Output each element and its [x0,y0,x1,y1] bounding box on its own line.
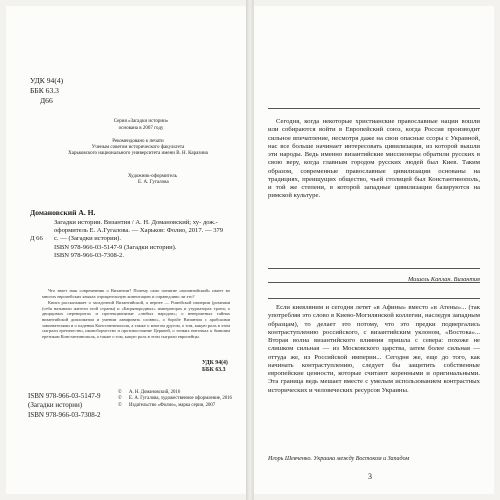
annotation-paragraph: Что знает наш современник о Византии? Почему само понятие «византийский» имеет во многих европейских языках отрицательную коннотацию и справедливо ли это? [42,288,230,299]
bib-description: Загадки истории. Византия / А. Н. Домановский; ху- дож.-оформитель Е. А.Гугалова. — Харьков: Фолио, 2017. — 379 с. — (Загадки истории). [54,219,224,243]
copyright-sign: © [118,390,122,395]
udk-block-bottom [202,360,228,374]
recommendation-note [48,139,228,158]
udk-code: УДК 94(4) [30,76,64,85]
left-page [6,6,246,494]
artist-role: Художник-оформитель [128,174,177,179]
divider-rule [268,298,480,299]
bbk-code: ББК 63.3 [30,86,59,95]
artist-name: Е. А. Гугалова [138,180,169,186]
author-mark: Д66 [40,96,53,105]
book-spine [246,0,254,500]
recommend-line: Харьковского национального университета имени В. Н. Каразина [68,151,208,157]
series-note [86,119,196,132]
udk-block-top [30,76,63,106]
series-line: основана в 2007 году [118,125,164,131]
copyright-text: Е. А. Гугалова, художественное оформление, 2016 [129,396,232,402]
right-page [254,6,494,494]
page-number: 3 [368,472,372,481]
bibliographic-record [30,219,229,260]
recommend-line: Рекомендовано к печати [112,139,164,144]
isbn-line: (Загадки истории) [28,401,83,410]
bib-isbn: ISBN 978-966-03-5147-9 (Загадки истории). [54,243,177,251]
divider-rule [268,108,480,109]
epigraph-text: Сегодня, когда некоторые христианские православные нации вошли или собираются войти в Европейский союз, когда Россия производит сильное впечатление, несмотря даже на свои опасные ссоры с Украиной, нас все больше начинает интересовать цивилизация, из которой вышли эти народы. Ведь именно византийские миссионеры обратили русских в свою веру, когда главным городом русских людей был Киев. Таким образом, современные православные цивилизации основаны на традициях, преищущих общество, чьей столицей был Константинополь, и той же степени, в которой западные цивилизации базируются на римской культуре. [268,118,480,200]
annotation [42,288,230,340]
bib-isbn: ISBN 978-966-03-7308-2. [54,251,124,259]
artist-credit [128,174,208,186]
copyright-block [118,390,242,409]
copyright-text: А. Н. Домановский, 2016 [129,390,181,395]
copyright-sign: © [118,402,122,408]
author-heading: Домановский А. Н. [30,208,96,217]
copyright-row [118,403,242,409]
bbk-code: ББК 63.3 [202,367,226,374]
annotation-paragraph: Книга рассказывает о загадочной Византийской, а вернее — Ромейской империи (ромеями (себя называли жители этой страны) и «Багрянородных» императорах и узурпаторах трона; о дворцовых переворотах и протекционизме «любых народов»; о невероятных тайнах византийской дипломатии и умении лавировать словно», о борьбе Византии с арабскими завоевателями и о падении Константинополя, а также о многом другом, о том, какую роль в этом сыграли еретичество, иконоборчество и противостояние Церквей, о тонких ниточках к бывшим еретикам Константинополя, а также о том, какую роль в этом сыграли европейцы. [42,300,230,339]
copyright-sign: © [118,396,122,402]
recommend-line: Ученым советом исторического факультета [91,145,185,151]
isbn-line: ISBN 978-966-03-7308-2 [28,410,101,419]
attribution-author: Мишель Каплан. [407,276,453,283]
series-line: Серия «Загадки истории» [113,119,169,124]
epigraph-attribution: Игорь Шевченко. Украина между Востоком и Западом [268,456,410,462]
epigraph-text: Если киевляним и сегодня летят «в Афины» вместо «в Атены»... (так употребляя это слово в Киево-Могилянской коллегии, наследуя западным образцам), то делает это потому, что это предки подвергались контраступлению российского, с византийским уклоном, «Востока»... Вторая волна византийского влияния пришла с севера: похоже не слишком сильная — из Московского царства, затем более сильная — оттуда же, из Российской империи... Сегодня же, еще до того, как начинать контраступлению, следует бы защитить собственные европейские ценности, которые считают коренными и оригинальными. Эта граница ведь мешает вместе с умелым использованием контрастных исторических и человеческих ресурсов Украины. [268,304,480,394]
udk-code: УДК 94(4) [202,360,228,366]
attribution-work: Византия [453,276,480,283]
isbn-line: ISBN 978-966-03-5147-9 [28,392,101,400]
divider-rule [268,282,480,283]
isbn-block [28,392,101,420]
author-mark-bib: Д 66 [30,235,43,242]
copyright-text: Издательство «Фолио», марка серии, 2007 [129,402,216,408]
divider-rule [268,268,480,269]
